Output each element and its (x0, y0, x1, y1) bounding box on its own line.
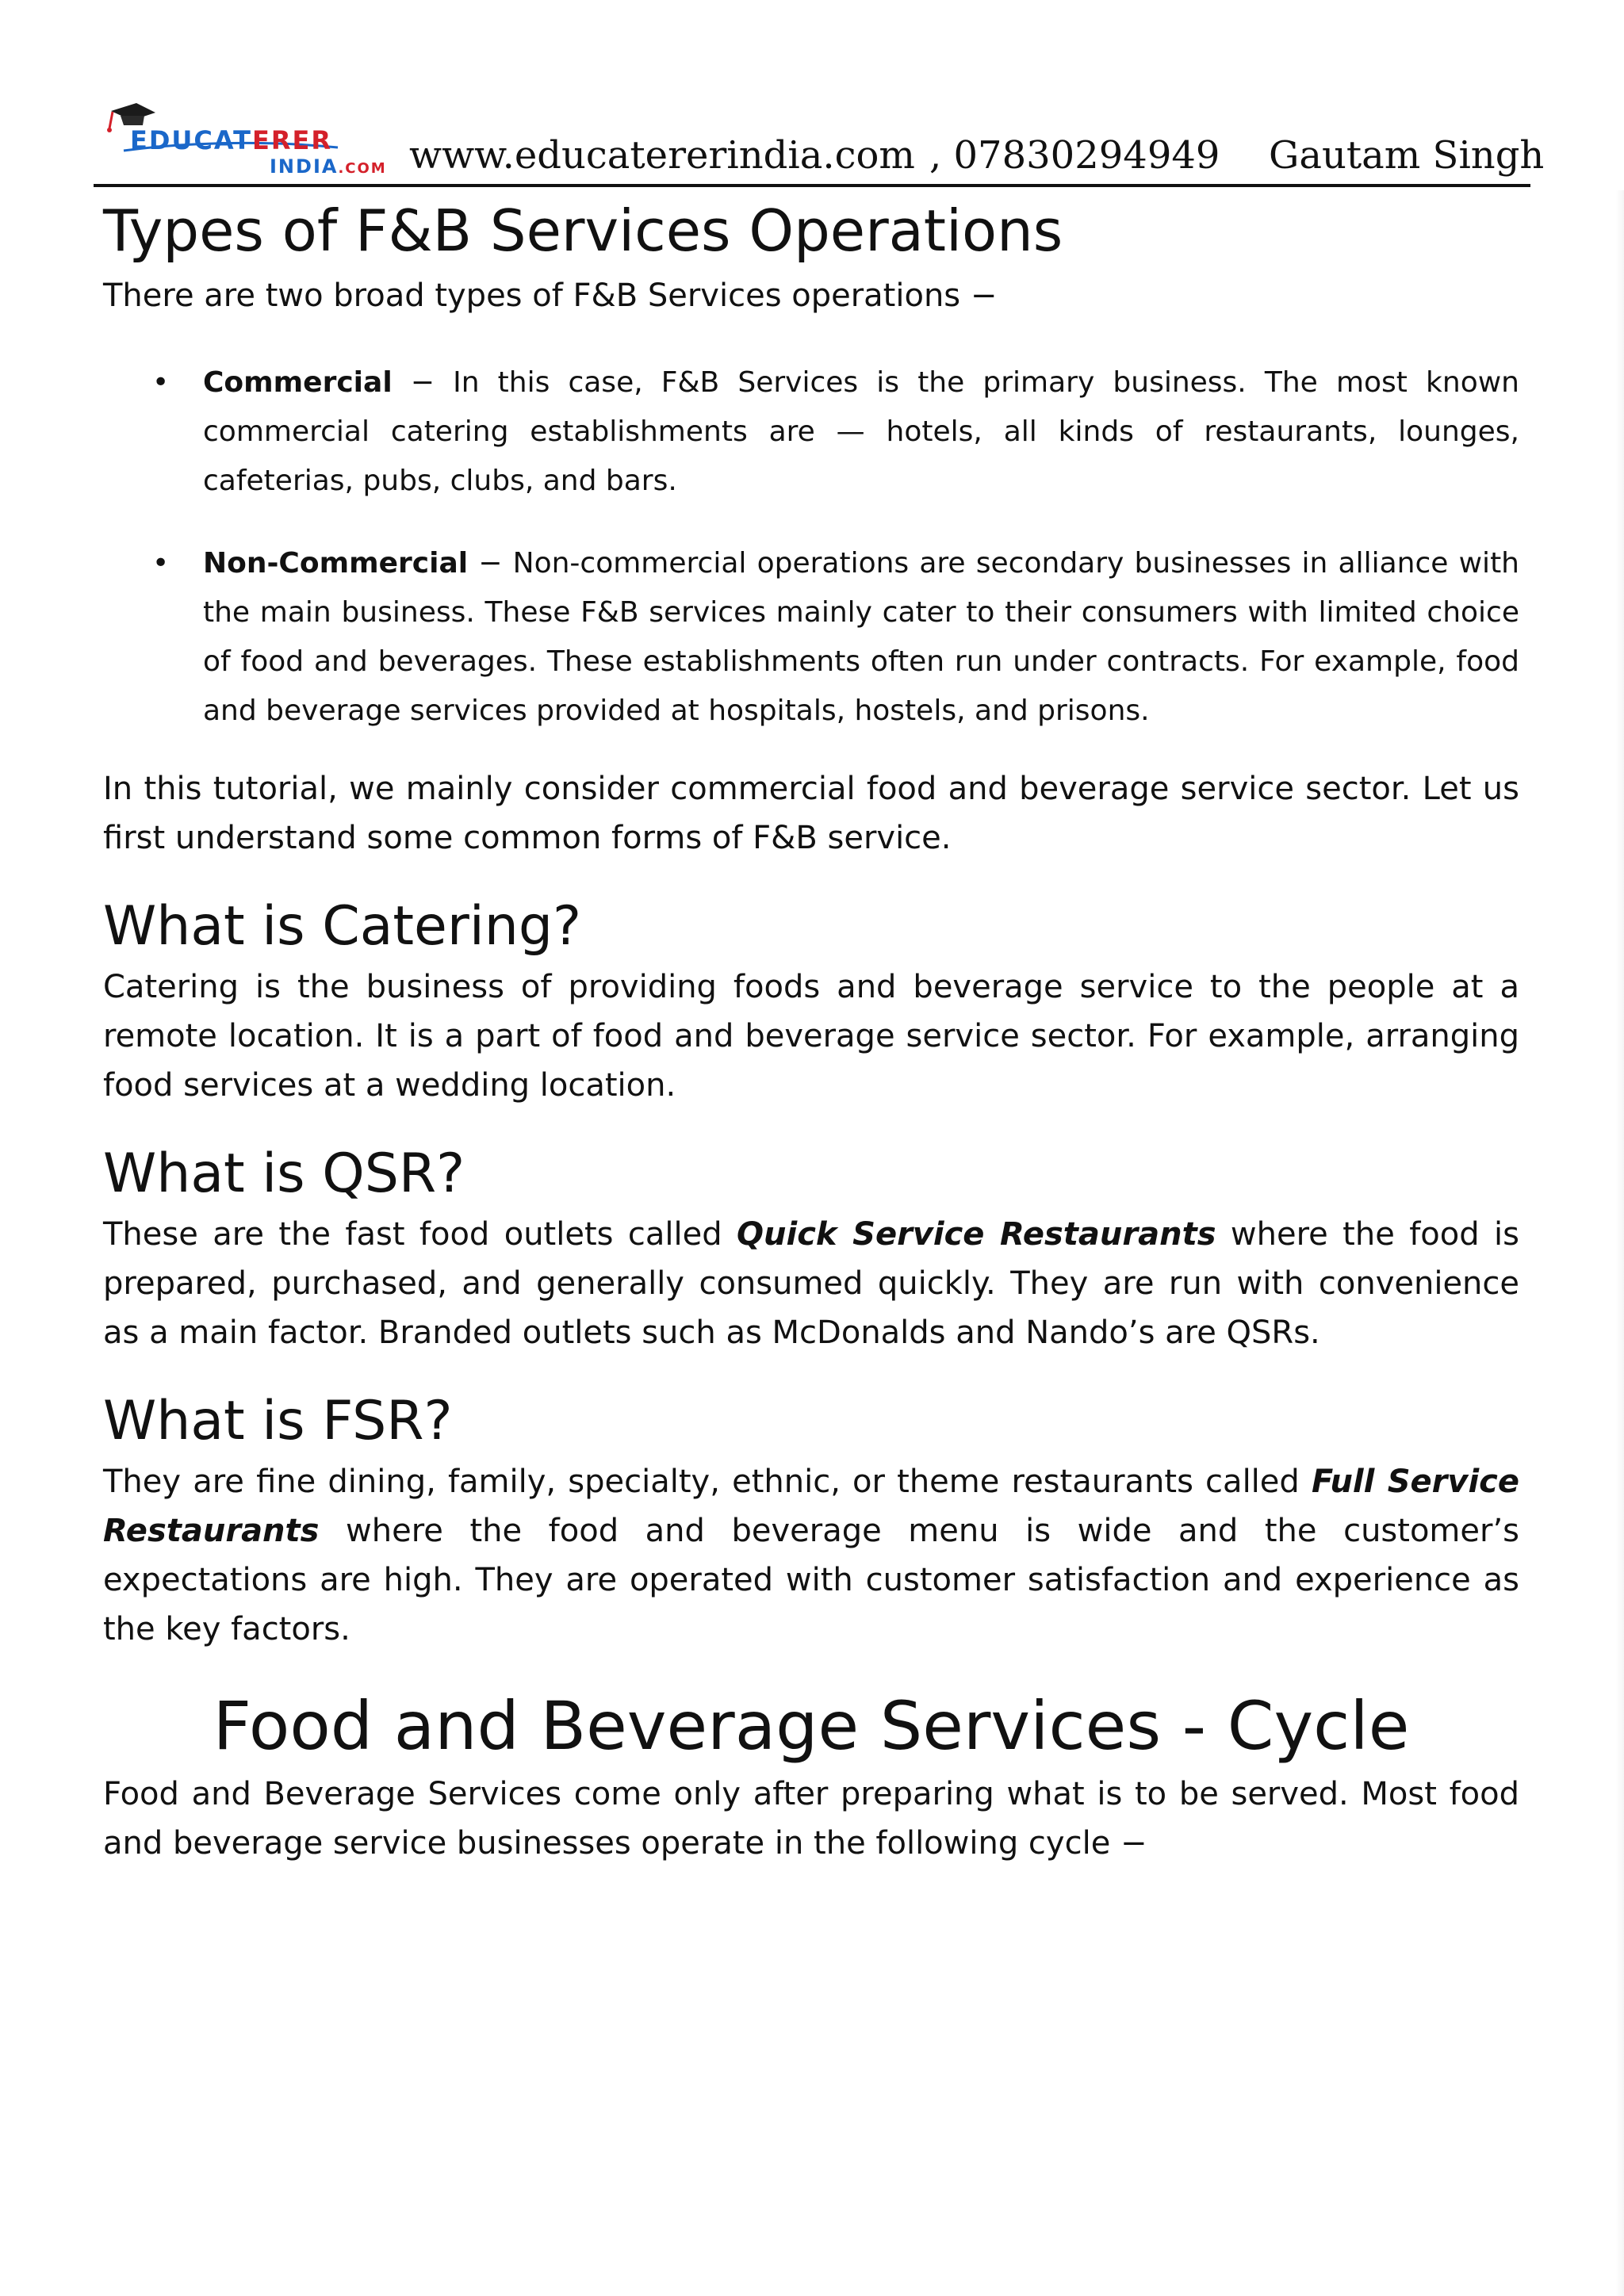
cycle-title: Food and Beverage Services - Cycle (213, 1687, 1410, 1765)
qsr-emphasis: Quick Service Restaurants (737, 1216, 1216, 1253)
list-item-commercial (103, 358, 1519, 506)
logo-letters-cat: CAT (193, 125, 252, 155)
logo-letter-e: E (130, 125, 149, 155)
header-rule (94, 184, 1530, 187)
logo-com: .COM (338, 160, 387, 177)
fsr-text-before: They are fine dining, family, specialty, ethnic, or theme restaurants called (103, 1464, 1312, 1500)
bullet-icon: • (152, 366, 170, 399)
types-closing: In this tutorial, we mainly consider commercial food and beverage service sector. Let us first understand some common forms of F&B service. (103, 771, 1519, 856)
fsr-title: What is FSR? (103, 1390, 453, 1452)
list-item-non-commercial (103, 539, 1519, 736)
header-url: www.educatererindia.com (409, 133, 915, 178)
logo-wordmark (130, 125, 332, 155)
qsr-text-before: These are the fast food outlets called (103, 1216, 737, 1253)
types-title: Types of F&B Services Operations (103, 197, 1063, 264)
fsr-emphasis: Full Service Restaurants (103, 1464, 1520, 1549)
logo-subtext (270, 155, 387, 178)
commercial-description: − In this case, F&B Services is the primary business. The most known commercial catering establishments are — hotels, all kinds of restaurants, lounges, cafeterias, pubs, clubs, and bars. (203, 366, 1519, 497)
non-commercial-description: − Non-commercial operations are secondary businesses in alliance with the main business. These F&B services mainly cater to their consumers with limited choice of food and beverages. These establishments often run under contracts. For example, food and beverage services provided at hospitals, hostels, and prisons. (203, 547, 1519, 727)
qsr-text-after: where the food is prepared, purchased, and generally consumed quickly. They are run with convenience as a main factor. Branded outlets such as McDonalds and Nando’s are QSRs. (103, 1216, 1519, 1351)
logo-letters-du: DU (148, 125, 194, 155)
fsr-text-after: where the food and beverage menu is wide and the customer’s expectations are high. They are operated with customer satisfaction and experience as the key factors. (103, 1513, 1519, 1647)
types-intro: There are two broad types of F&B Services operations − (103, 277, 998, 314)
document-body (103, 190, 1519, 1868)
types-list (103, 358, 1519, 736)
bullet-icon: • (152, 547, 170, 580)
educaterer-logo (100, 101, 401, 181)
fsr-text (103, 1457, 1519, 1654)
page-edge-shadow (1616, 190, 1624, 2296)
logo-india: INDIA (270, 155, 339, 178)
cycle-text: Food and Beverage Services come only after preparing what is to be served. Most food and beverage service businesses operate in the following cycle − (103, 1776, 1519, 1862)
term-commercial: Commercial (203, 366, 393, 399)
header-author: Gautam Singh (1269, 133, 1545, 178)
catering-text: Catering is the business of providing foods and beverage service to the people at a remote location. It is a part of food and beverage service sector. For example, arranging food services at a wedding location. (103, 969, 1519, 1104)
qsr-text (103, 1210, 1519, 1357)
term-non-commercial: Non-Commercial (203, 547, 469, 580)
catering-title: What is Catering? (103, 895, 582, 958)
header-phone: , 07830294949 (929, 133, 1220, 178)
qsr-title: What is QSR? (103, 1142, 465, 1205)
logo-letters-erer: ERER (252, 125, 332, 155)
